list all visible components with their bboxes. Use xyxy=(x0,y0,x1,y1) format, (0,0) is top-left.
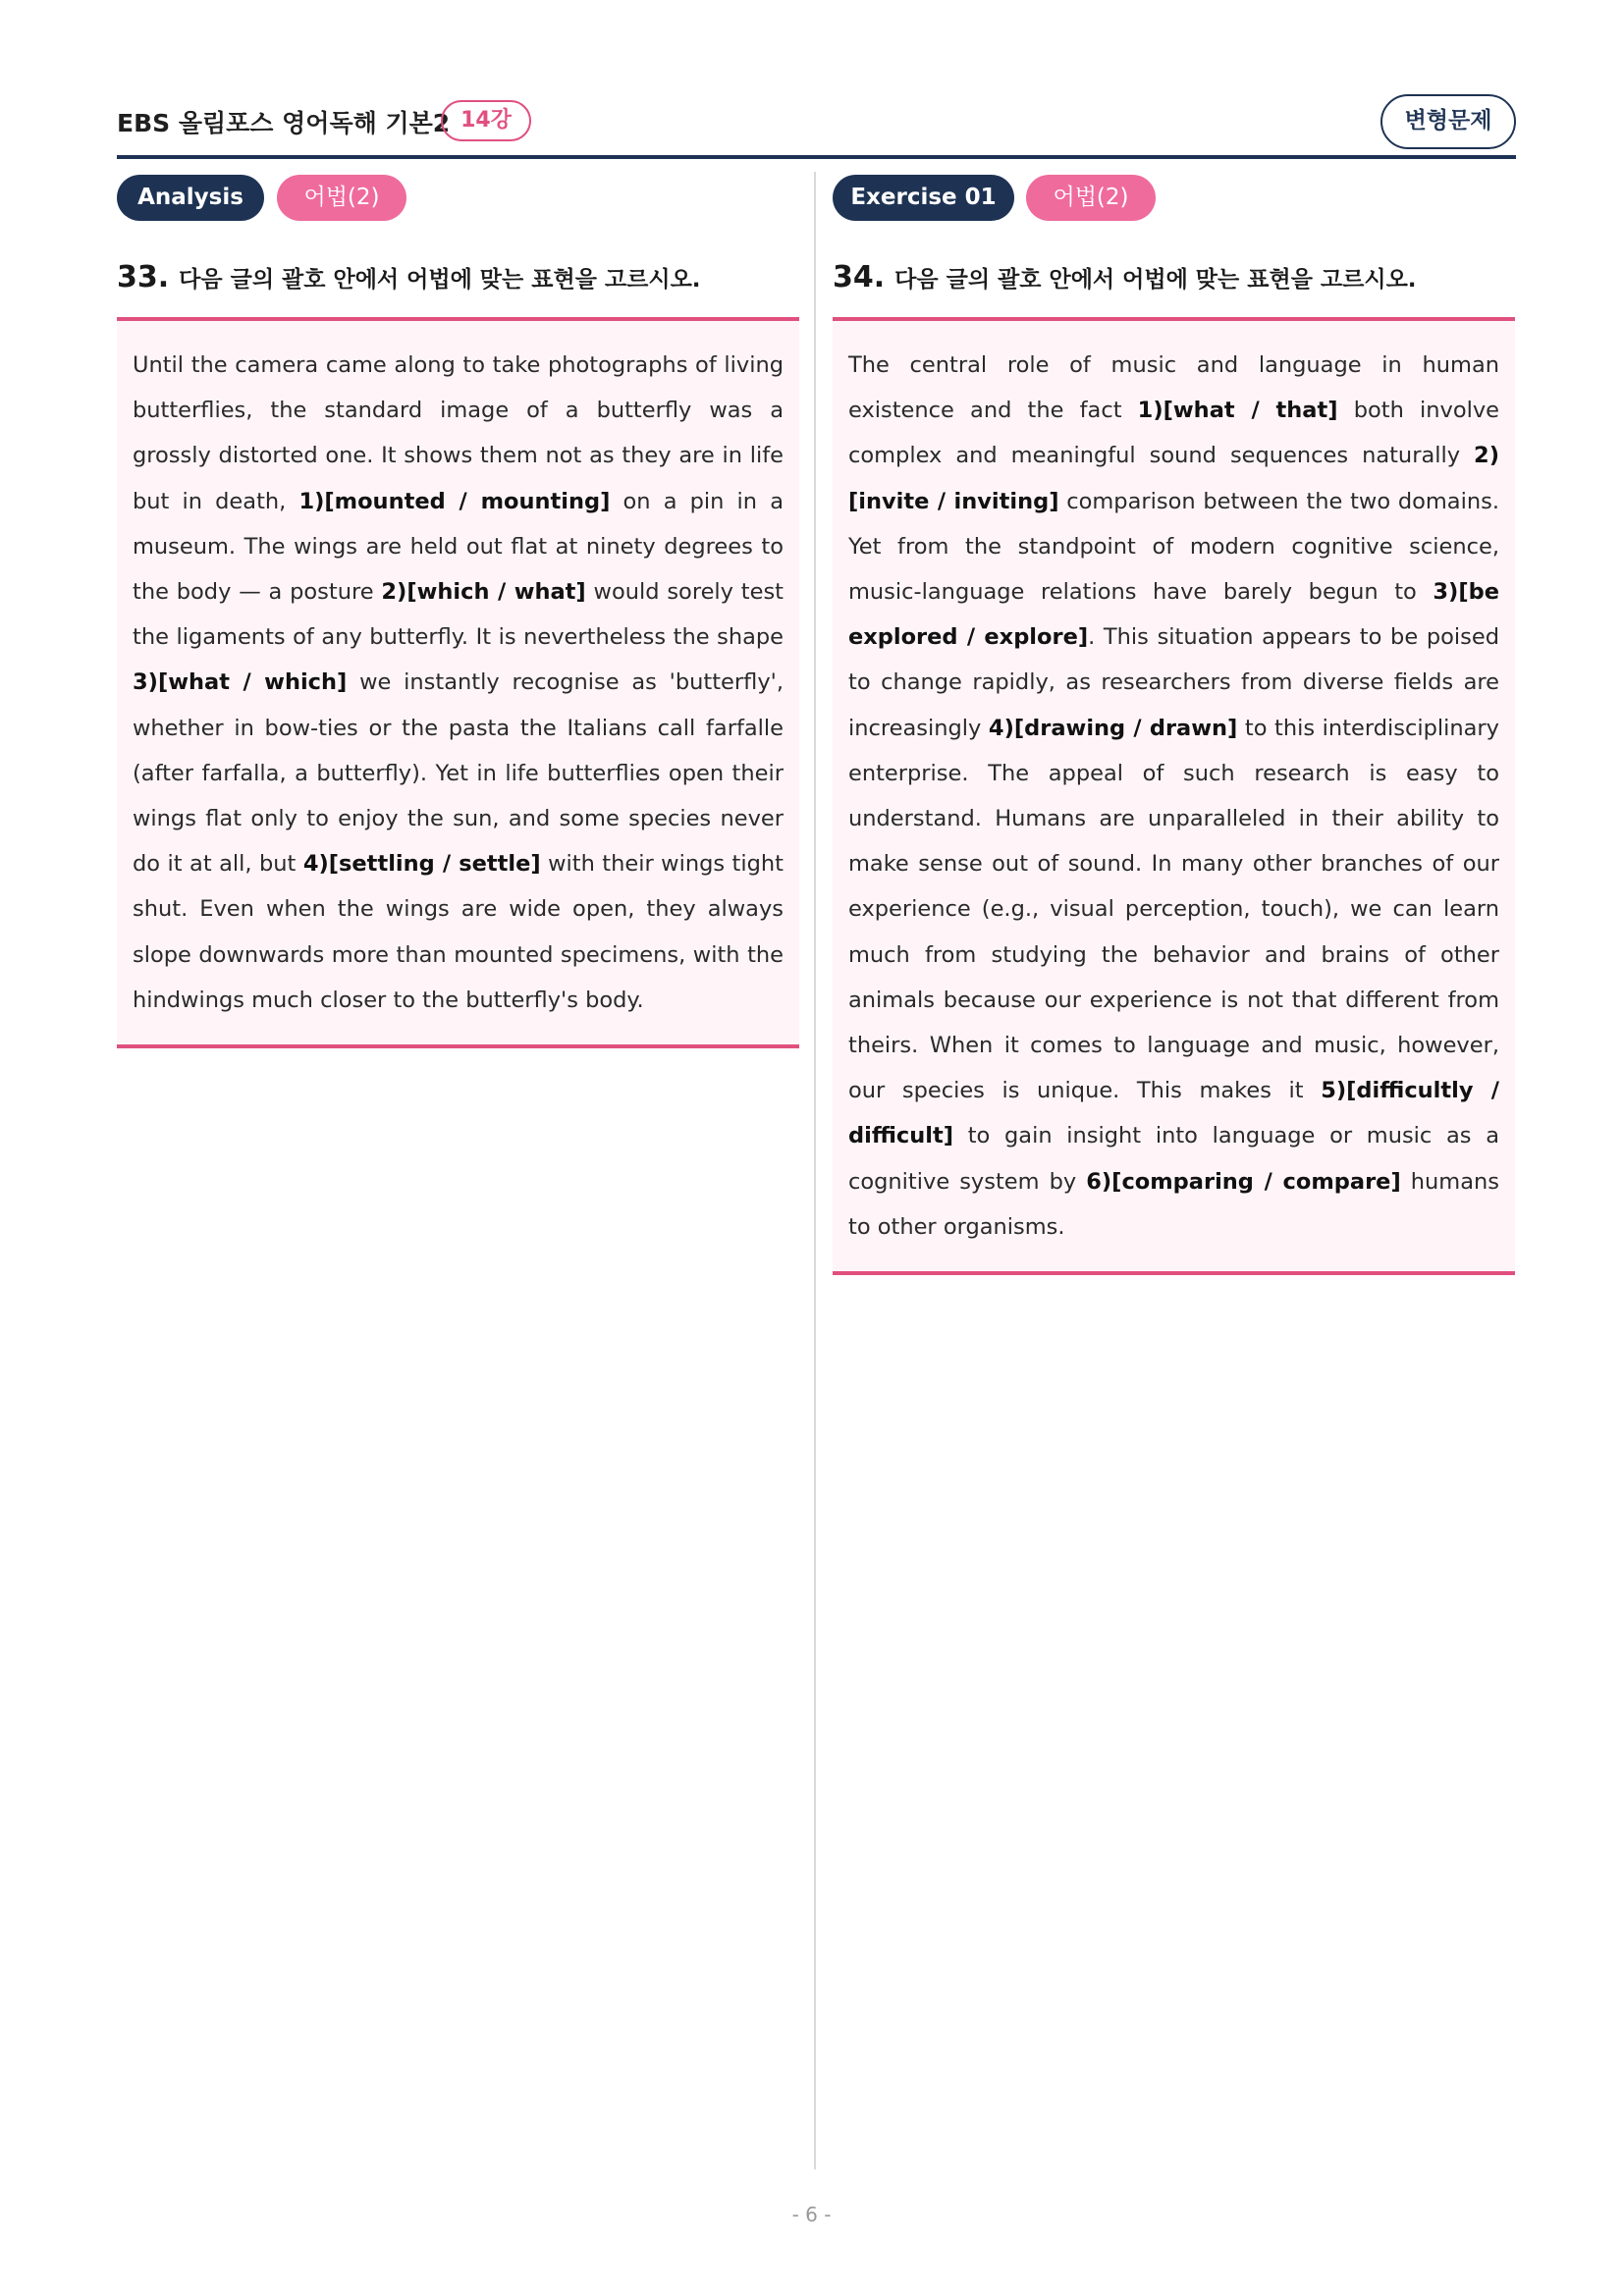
passage-segment: to this interdisciplinary enterprise. The appeal of such research is easy to understand. Humans are unparalleled in their ability to make sense out of sound. In many other branches of our experience (e.g., visual perception, touch), we can learn much from studying the behavior and brains of other animals because our experience is not that different from theirs. When it comes to language and music, however, our species is unique. This makes it xyxy=(848,715,1499,1104)
grammar-choice: 3)[what / which] xyxy=(133,669,348,696)
grammar-choice: 1)[mounted / mounting] xyxy=(298,488,611,514)
passage-segment: on a pin in a museum. The wings are held out flat at ninety degrees to the body — a posture xyxy=(133,488,784,606)
lesson-badge: 14강 xyxy=(441,100,531,141)
passage-segment: would sorely test the ligaments of any butterfly. It is nevertheless the shape xyxy=(133,579,784,651)
left-tag-row xyxy=(117,175,799,221)
passage-segment: The central role of music and language in human existence and the fact xyxy=(848,352,1499,424)
passage-box xyxy=(833,317,1515,1275)
header-divider xyxy=(117,155,1516,159)
passage-segment: with their wings tight shut. Even when the wings are wide open, they always slope downwards more than mounted specimens, with the hindwings much closer to the butterfly's body. xyxy=(133,851,784,1013)
passage-segment: comparison between the two domains. Yet from the standpoint of modern cognitive science, music-language relations have barely begun to xyxy=(848,488,1499,606)
question-instruction: 다음 글의 괄호 안에서 어법에 맞는 표현을 고르시오. xyxy=(179,267,701,293)
passage-box xyxy=(117,317,799,1048)
passage-segment: we instantly recognise as 'butterfly', whether in bow-ties or the pasta the Italians call farfalle (after farfalla, a butterfly). Yet in life butterflies open their wings flat only to enjoy the sun, and some species never do it at all, but xyxy=(133,669,784,878)
question-heading xyxy=(833,260,1417,294)
grammar-choice: 3)[be explored / explore] xyxy=(848,579,1499,651)
passage-segment: to gain insight into language or music as a cognitive system by xyxy=(848,1123,1499,1195)
question-number: 33. xyxy=(117,260,170,294)
passage-text xyxy=(848,343,1499,1250)
passage-segment: . This situation appears to be poised to change rapidly, as researchers from diverse fields are increasingly xyxy=(848,624,1499,741)
passage-text xyxy=(133,343,784,1023)
exercise-tag: Exercise 01 xyxy=(833,175,1014,221)
grammar-choice: 5)[difficultly / difficult] xyxy=(848,1078,1499,1149)
grammar-tag: 어법(2) xyxy=(277,175,406,221)
question-type-badge: 변형문제 xyxy=(1380,94,1516,149)
column-divider xyxy=(814,172,816,2169)
grammar-tag: 어법(2) xyxy=(1026,175,1156,221)
grammar-choice: 2)[which / what] xyxy=(381,579,586,606)
left-column xyxy=(117,175,799,1013)
right-tag-row xyxy=(833,175,1515,221)
grammar-choice: 4)[settling / settle] xyxy=(302,851,541,878)
passage-segment: Until the camera came along to take photographs of living butterflies, the standard image of a butterfly was a grossly distorted one. It shows them not as they are in life but in death, xyxy=(133,352,784,514)
right-column xyxy=(833,175,1515,1240)
grammar-choice: 2)[invite / inviting] xyxy=(848,443,1499,514)
page-number: - 6 - xyxy=(791,2203,832,2226)
passage-segment: humans to other organisms. xyxy=(848,1168,1499,1240)
passage-segment: both involve complex and meaningful sound sequences naturally xyxy=(848,398,1499,469)
grammar-choice: 1)[what / that] xyxy=(1137,398,1338,424)
page-header xyxy=(117,94,1516,157)
grammar-choice: 4)[drawing / drawn] xyxy=(988,715,1238,741)
question-instruction: 다음 글의 괄호 안에서 어법에 맞는 표현을 고르시오. xyxy=(894,267,1417,293)
question-number: 34. xyxy=(833,260,886,294)
grammar-choice: 6)[comparing / compare] xyxy=(1086,1168,1401,1195)
analysis-tag: Analysis xyxy=(117,175,264,221)
book-title: EBS 올림포스 영어독해 기본2 xyxy=(117,109,451,137)
question-heading xyxy=(117,260,701,294)
